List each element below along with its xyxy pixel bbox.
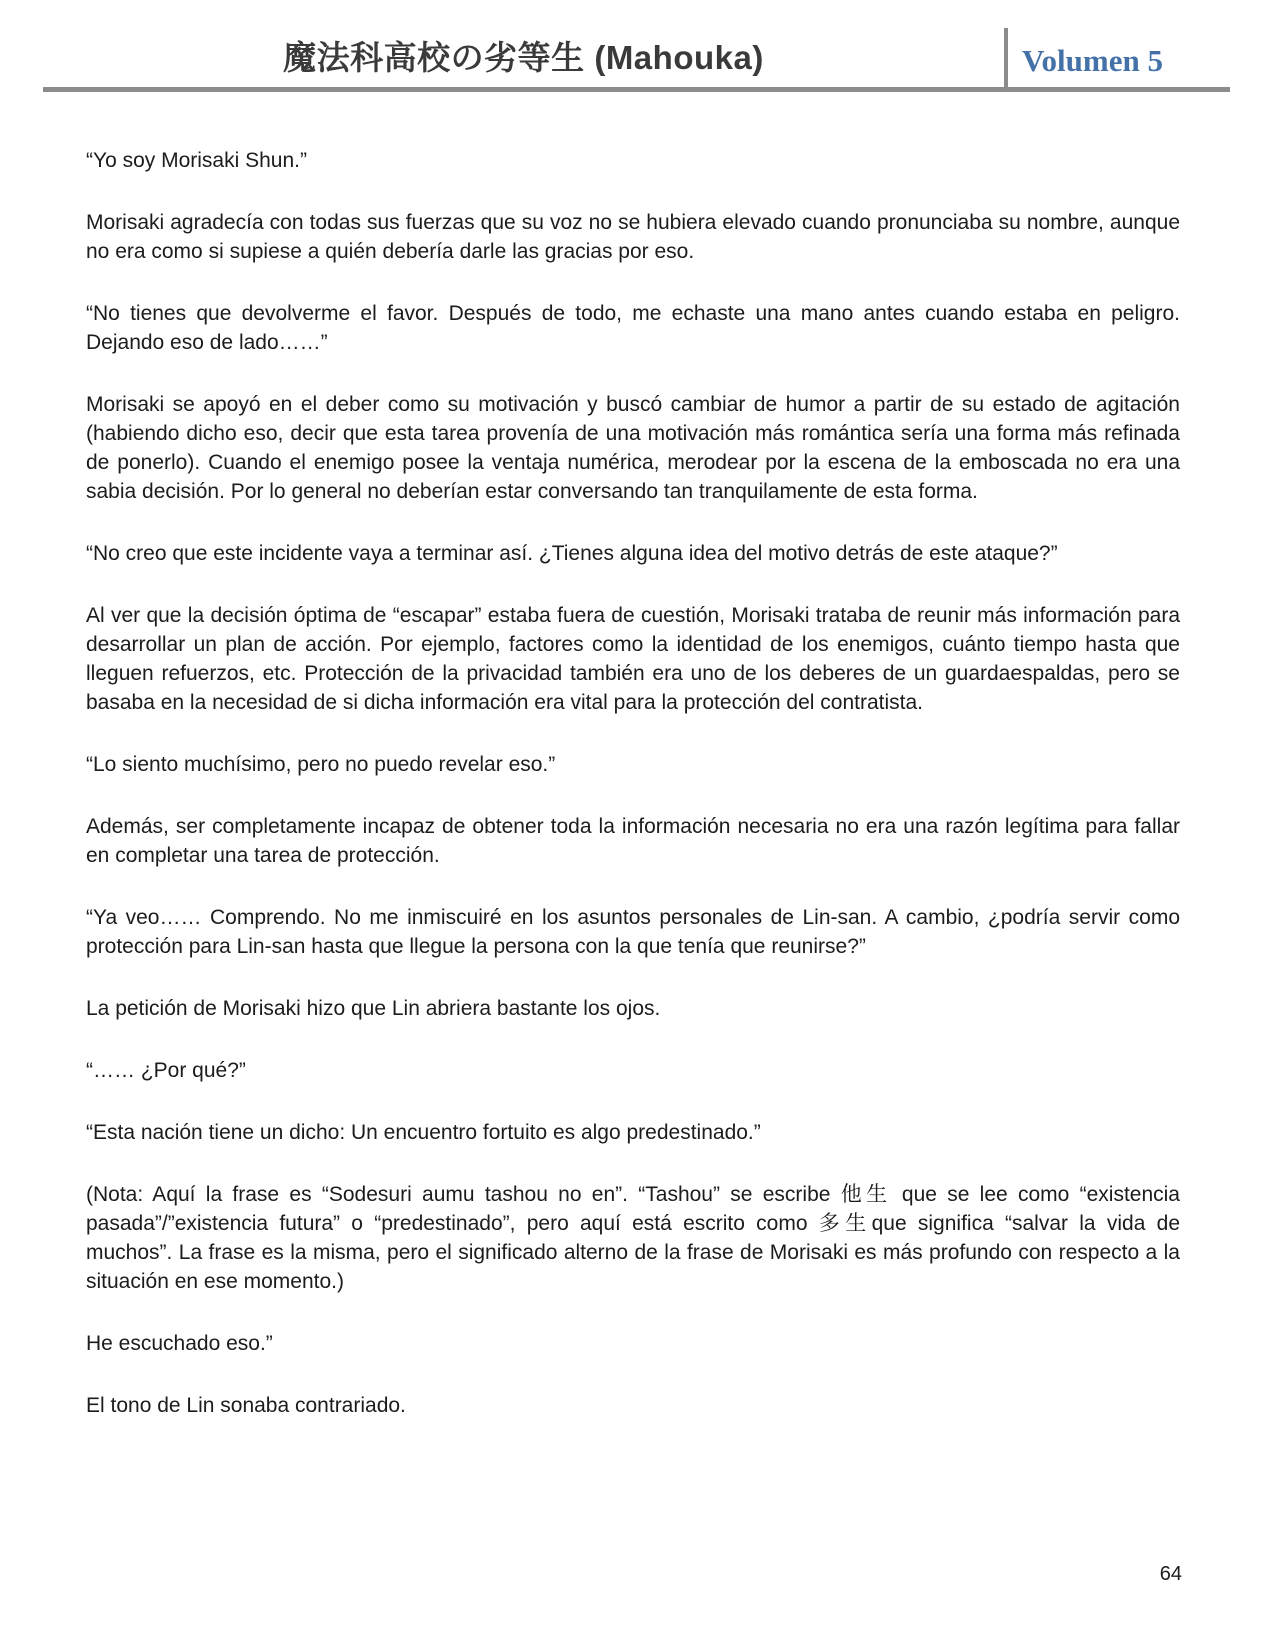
- paragraph: Al ver que la decisión óptima de “escapar” estaba fuera de cuestión, Morisaki trataba de reunir más información para desarrollar un plan de acción. Por ejemplo, factores como la identidad de los enemigos, cuánto tiempo hasta que lleguen refuerzos, etc. Protección de la privacidad también era uno de los deberes de un guardaespaldas, pero se basaba en la necesidad de si dicha información era vital para la protección del contratista.: [86, 604, 1180, 714]
- paragraph: (Nota: Aquí la frase es “Sodesuri aumu tashou no en”. “Tashou” se escribe 他生 que se lee como “existencia pasada”/”existencia futura” o “predestinado”, pero aquí está escrito como 多生que significa “salvar la vida de muchos”. La frase es la misma, pero el significado alterno de la frase de Morisaki es más profundo con respecto a la situación en ese momento.): [86, 1183, 1180, 1293]
- paragraph: Morisaki se apoyó en el deber como su motivación y buscó cambiar de humor a partir de su estado de agitación (habiendo dicho eso, decir que esta tarea provenía de una motivación más romántica sería una forma más refinada de ponerlo). Cuando el enemigo posee la ventaja numérica, merodear por la escena de la emboscada no era una sabia decisión. Por lo general no deberían estar conversando tan tranquilamente de esta forma.: [86, 393, 1180, 503]
- volume-label: Volumen 5: [1022, 43, 1163, 78]
- paragraph: Además, ser completamente incapaz de obtener toda la información necesaria no era una razón legítima para fallar en completar una tarea de protección.: [86, 815, 1180, 867]
- paragraph: La petición de Morisaki hizo que Lin abriera bastante los ojos.: [86, 997, 661, 1020]
- paragraph: “No tienes que devolverme el favor. Después de todo, me echaste una mano antes cuando estaba en peligro. Dejando eso de lado……”: [86, 302, 1180, 354]
- page-number: 64: [1159, 1563, 1182, 1585]
- paragraph: He escuchado eso.”: [86, 1332, 273, 1355]
- page-body: [86, 146, 1180, 1420]
- paragraph: “Yo soy Morisaki Shun.”: [86, 149, 307, 172]
- paragraph: “…… ¿Por qué?”: [86, 1059, 246, 1082]
- header-volume-area: [1004, 28, 1230, 87]
- paragraph: “Lo siento muchísimo, pero no puedo revelar eso.”: [86, 753, 556, 776]
- paragraph: Morisaki agradecía con todas sus fuerzas que su voz no se hubiera elevado cuando pronunciaba su nombre, aunque no era como si supiese a quién debería darle las gracias por eso.: [86, 211, 1180, 263]
- page-header: [43, 28, 1230, 92]
- paragraph: El tono de Lin sonaba contrariado.: [86, 1394, 406, 1417]
- paragraph: “Esta nación tiene un dicho: Un encuentro fortuito es algo predestinado.”: [86, 1121, 761, 1144]
- paragraph: “Ya veo…… Comprendo. No me inmiscuiré en los asuntos personales de Lin-san. A cambio, ¿podría servir como protección para Lin-san hasta que llegue la persona con la que tenía que reunirse?”: [86, 906, 1180, 958]
- header-title-area: [43, 28, 1004, 87]
- paragraph: “No creo que este incidente vaya a terminar así. ¿Tienes alguna idea del motivo detrás de este ataque?”: [86, 542, 1058, 565]
- book-title: 魔法科高校の劣等生 (Mahouka): [283, 39, 764, 76]
